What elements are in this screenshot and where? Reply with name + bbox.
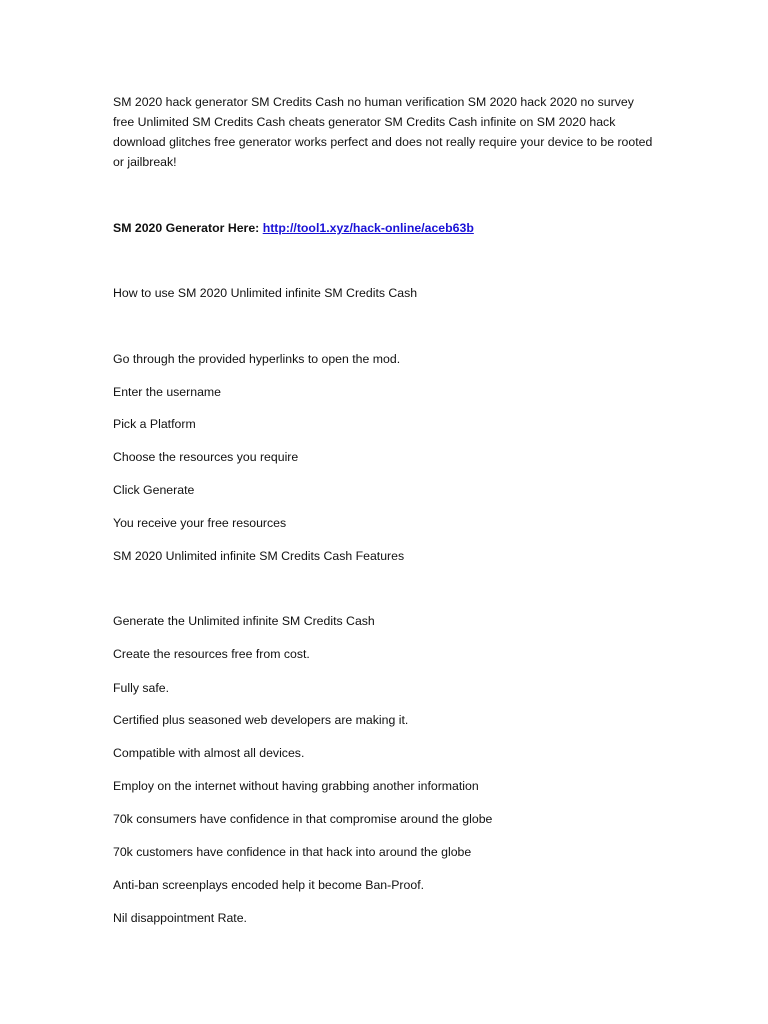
step-item: Enter the username [113,385,222,399]
step-item: Pick a Platform [113,417,196,431]
feature-item: Fully safe. [113,681,170,695]
step-item: Go through the provided hyperlinks to open the mod. [113,352,401,366]
feature-item: Create the resources free from cost. [113,647,310,661]
step-item: You receive your free resources [113,516,287,530]
step-item: Click Generate [113,483,195,497]
feature-item: Anti-ban screenplays encoded help it become Ban-Proof. [113,878,425,892]
feature-item: 70k customers have confidence in that hack into around the globe [113,845,472,859]
feature-item: Nil disappointment Rate. [113,911,247,925]
generator-label: SM 2020 Generator Here: [113,221,263,235]
feature-item: Generate the Unlimited infinite SM Credits Cash [113,614,375,628]
feature-item: Certified plus seasoned web developers are making it. [113,713,409,727]
intro-paragraph: SM 2020 hack generator SM Credits Cash no human verification SM 2020 hack 2020 no survey free Unlimited SM Credits Cash cheats generator SM Credits Cash infinite on SM 2020 hack download glitches free generator works perfect and does not really require your device to be rooted or jailbreak! [113,95,653,169]
features-heading: SM 2020 Unlimited infinite SM Credits Cash Features [113,549,405,563]
howto-heading: How to use SM 2020 Unlimited infinite SM Credits Cash [113,286,418,300]
feature-item: Compatible with almost all devices. [113,746,305,760]
feature-item: Employ on the internet without having grabbing another information [113,779,479,793]
feature-item: 70k consumers have confidence in that compromise around the globe [113,812,493,826]
generator-line [113,220,474,236]
generator-link[interactable]: http://tool1.xyz/hack-online/aceb63b [262,221,474,235]
step-item: Choose the resources you require [113,450,299,464]
